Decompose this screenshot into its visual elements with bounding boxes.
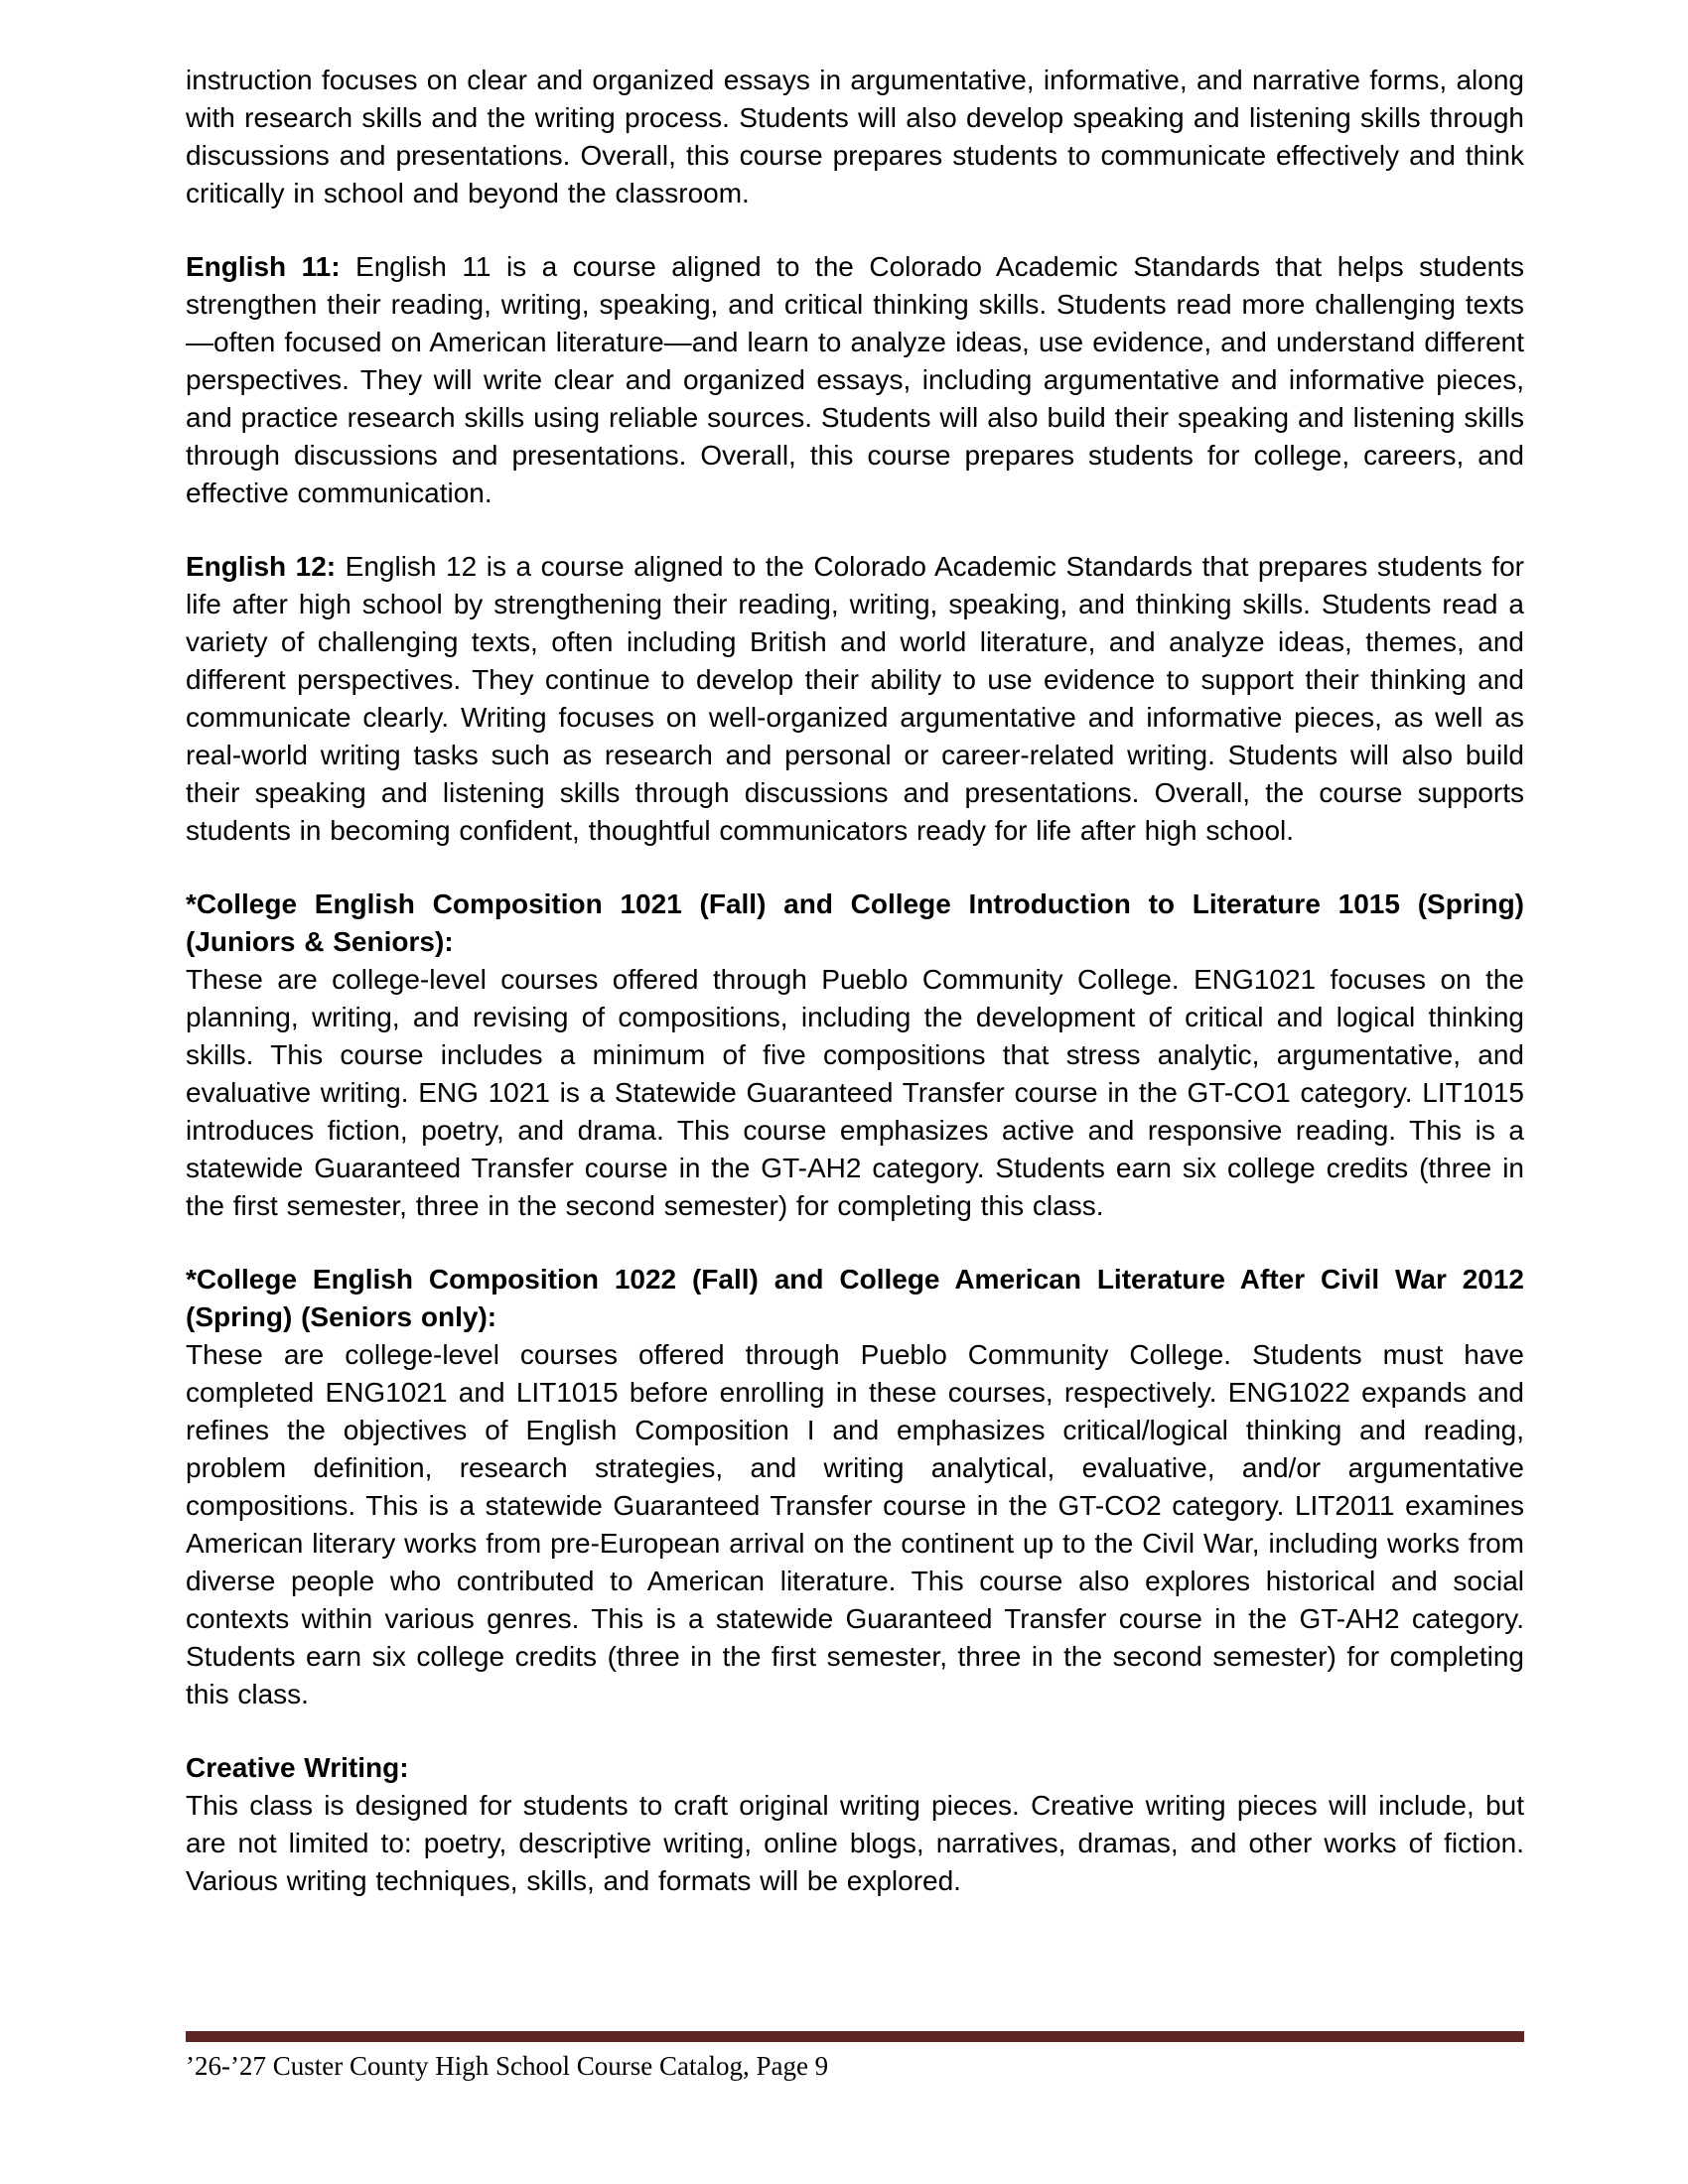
course-description-english-12: English 12 is a course aligned to the Colorado Academic Standards that prepares students for life after high school by strengthening their reading, writing, speaking, and thinking skills. Students read a variety of challenging texts, often including British and world literature, and analyze ideas, themes, and different perspectives. They continue to develop their ability to use evidence to support their thinking and communicate clearly. Writing focuses on well-organized argumentative and informative pieces, as well as real-world writing tasks such as research and personal or career-related writing. Students will also build their speaking and listening skills through discussions and presentations. Overall, the course supports students in becoming confident, thoughtful communicators ready for life after high school.: [186, 551, 1524, 846]
course-description-college-english-1021: These are college-level courses offered through Pueblo Community College. ENG1021 focuses on the planning, writing, and revising of compositions, including the development of critical and logical thinking skills. This course includes a minimum of five compositions that stress analytic, argumentative, and evaluative writing. ENG 1021 is a Statewide Guaranteed Transfer course in the GT-CO1 category. LIT1015 introduces fiction, poetry, and drama. This course emphasizes active and responsive reading. This is a statewide Guaranteed Transfer course in the GT-AH2 category. Students earn six college credits (three in the first semester, three in the second semester) for completing this class.: [186, 964, 1524, 1221]
course-title-college-english-1021: *College English Composition 1021 (Fall) and College Introduction to Literature 1015 (Spring) (Juniors & Seniors):: [186, 888, 1524, 957]
footer-divider-rule: [186, 2031, 1524, 2042]
page-footer: [186, 2031, 1524, 2082]
section-college-english-1021: [186, 886, 1524, 1225]
section-creative-writing: [186, 1749, 1524, 1900]
paragraph-english-11: [186, 248, 1524, 512]
course-title-college-english-1022: *College English Composition 1022 (Fall) and College American Literature After Civil War 2012 (Spring) (Seniors only):: [186, 1264, 1524, 1332]
footer-text: ’26-’27 Custer County High School Course Catalog, Page 9: [186, 2051, 829, 2081]
course-title-creative-writing: Creative Writing:: [186, 1752, 409, 1783]
course-title-english-12: English 12:: [186, 551, 337, 582]
course-description-creative-writing: This class is designed for students to craft original writing pieces. Creative writing pieces will include, but are not limited to: poetry, descriptive writing, online blogs, narratives, dramas, and other works of fiction. Various writing techniques, skills, and formats will be explored.: [186, 1790, 1524, 1896]
paragraph-english-12: [186, 548, 1524, 850]
section-college-english-1022: [186, 1261, 1524, 1713]
course-title-english-11: English 11:: [186, 251, 341, 282]
course-description-english-11: English 11 is a course aligned to the Colorado Academic Standards that helps students strengthen their reading, writing, speaking, and critical thinking skills. Students read more challenging texts—often focused on American literature—and learn to analyze ideas, use evidence, and understand different perspectives. They will write clear and organized essays, including argumentative and informative pieces, and practice research skills using reliable sources. Students will also build their speaking and listening skills through discussions and presentations. Overall, this course prepares students for college, careers, and effective communication.: [186, 251, 1524, 508]
course-description-college-english-1022: These are college-level courses offered through Pueblo Community College. Students must have completed ENG1021 and LIT1015 before enrolling in these courses, respectively. ENG1022 expands and refines the objectives of English Composition I and emphasizes critical/logical thinking and reading, problem definition, research strategies, and writing analytical, evaluative, and/or argumentative compositions. This is a statewide Guaranteed Transfer course in the GT-CO2 category. LIT2011 examines American literary works from pre-European arrival on the continent up to the Civil War, including works from diverse people who contributed to American literature. This course also explores historical and social contexts within various genres. This is a statewide Guaranteed Transfer course in the GT-AH2 category. Students earn six college credits (three in the first semester, three in the second semester) for completing this class.: [186, 1339, 1524, 1709]
page-content: [186, 62, 1524, 1936]
paragraph-course-description-continuation: instruction focuses on clear and organized essays in argumentative, informative, and narrative forms, along with research skills and the writing process. Students will also develop speaking and listening skills through discussions and presentations. Overall, this course prepares students to communicate effectively and think critically in school and beyond the classroom.: [186, 65, 1524, 208]
